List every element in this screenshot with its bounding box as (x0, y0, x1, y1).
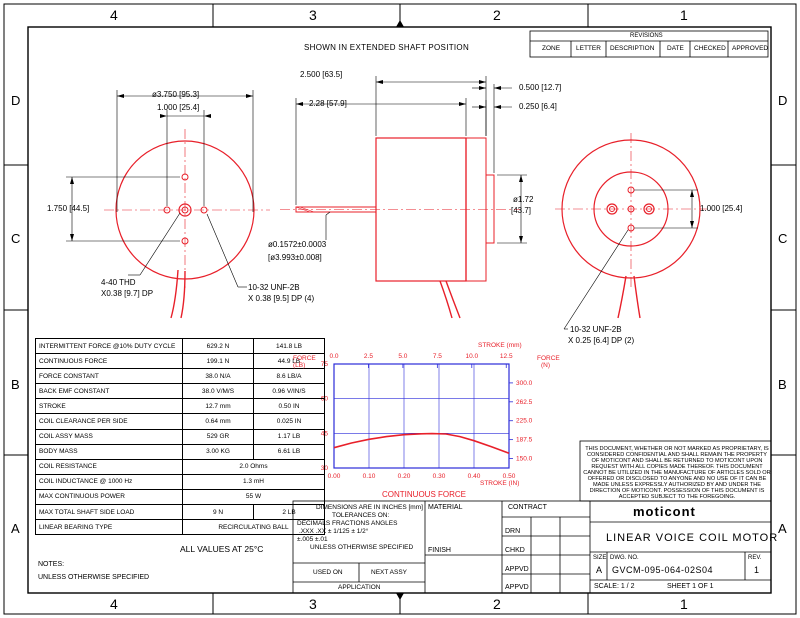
scale-text: SCALE: 1 / 2 (594, 583, 635, 590)
material-label: MATERIAL (428, 504, 463, 511)
dim-shaft-diameter-mm: [ø3.993±0.008] (268, 253, 322, 262)
note-thread-10-32-front: 10-32 UNF-2B (248, 283, 300, 292)
y-tick-label-right: 300.0 (516, 379, 533, 387)
spec-value-metric: 0.64 mm (183, 414, 254, 429)
spec-value-metric: 529 GR (183, 429, 254, 444)
x-tick-label-bottom: 0.30 (432, 473, 446, 480)
spec-label: BODY MASS (36, 444, 183, 459)
rev-header-date: DATE (667, 45, 684, 52)
spec-value-imperial: 2 LB (254, 505, 325, 520)
notes-text: UNLESS OTHERWISE SPECIFIED (38, 574, 150, 581)
row-label-b: B (11, 377, 20, 392)
column-label-4-bottom: 4 (110, 596, 118, 612)
spec-value-imperial: 44.9 LB (254, 354, 325, 369)
used-on-label: USED ON (313, 569, 343, 576)
specifications-table (35, 338, 325, 535)
appvd-label-1: APPVD (505, 566, 529, 573)
x-tick-label-top: 5.0 (398, 353, 408, 360)
rev-header-approved: APPROVED (732, 45, 769, 52)
spec-value-metric: 629.2 N (183, 339, 254, 354)
drn-label: DRN (505, 528, 521, 535)
column-label-1-bottom: 1 (680, 596, 688, 612)
spec-row (36, 489, 325, 504)
drawing-title: LINEAR VOICE COIL MOTOR (606, 532, 779, 544)
application-label: APPLICATION (338, 584, 381, 591)
spec-value-imperial: 0.96 V/IN/S (254, 384, 325, 399)
spec-row (36, 429, 325, 444)
size-value: A (596, 565, 603, 575)
x-tick-label-bottom: 0.10 (362, 473, 376, 480)
dim-boss-length: 0.500 [12.7] (519, 83, 562, 92)
spec-label: COIL CLEARANCE PER SIDE (36, 414, 183, 429)
spec-label: COIL ASSY MASS (36, 429, 183, 444)
dim-front-diameter: ø3.750 [95.3] (152, 90, 200, 99)
spec-value-imperial: 0.025 IN (254, 414, 325, 429)
x-tick-label-bottom: 0.00 (327, 473, 341, 480)
spec-row (36, 414, 325, 429)
spec-label: MAX TOTAL SHAFT SIDE LOAD (36, 505, 183, 520)
dim-boss-step: 0.250 [6.4] (519, 102, 557, 111)
chart-frame (334, 364, 509, 468)
spec-value-imperial: 141.8 LB (254, 339, 325, 354)
note-thread-10-32-front-depth: X 0.38 [9.5] DP (4) (248, 294, 315, 303)
x-tick-label-top: 12.5 (499, 353, 513, 360)
spec-value: 55 W (183, 489, 325, 504)
column-label-3: 3 (309, 7, 317, 23)
spec-value-metric: 3.00 KG (183, 444, 254, 459)
chkd-label: CHKD (505, 547, 525, 554)
row-label-a-right: A (778, 521, 787, 536)
chart-title: CONTINUOUS FORCE (382, 490, 466, 499)
column-label-2-bottom: 2 (493, 596, 501, 612)
spec-value-imperial: 0.50 IN (254, 399, 325, 414)
dim-boss-diameter: ø1.72 (513, 195, 534, 204)
x-tick-label-top: 10.0 (465, 353, 479, 360)
row-label-a: A (11, 521, 20, 536)
spec-label: CONTINUOUS FORCE (36, 354, 183, 369)
spec-value: 1.3 mH (183, 474, 325, 489)
x-tick-label-bottom: 0.40 (467, 473, 481, 480)
tol-line-1: DIMENSIONS ARE IN INCHES [mm] (316, 504, 423, 511)
contract-label: CONTRACT (508, 504, 547, 511)
revisions-title: REVISIONS (630, 33, 663, 39)
tol-line-3: DECIMALS FRACTIONS ANGLES (297, 520, 398, 527)
tol-line-5: ±.005 ±.01 (297, 536, 328, 543)
note-thread-4-40: 4-40 THD (101, 278, 136, 287)
spec-row (36, 505, 325, 520)
row-label-b-right: B (778, 377, 787, 392)
x-tick-label-top: 2.5 (363, 353, 373, 360)
y-tick-label-left: 75 (320, 361, 328, 368)
row-label-d: D (11, 93, 21, 108)
spec-label: STROKE (36, 399, 183, 414)
dim-front-height: 1.750 [44.5] (47, 204, 90, 213)
spec-value-imperial: 8.6 LB/A (254, 369, 325, 384)
spec-value-imperial: 1.17 LB (254, 429, 325, 444)
note-thread-10-32-rear-depth: X 0.25 [6.4] DP (2) (568, 336, 635, 345)
spec-row (36, 444, 325, 459)
spec-row (36, 459, 325, 474)
rev-header-description: DESCRIPTION (610, 45, 655, 52)
all-values-note: ALL VALUES AT 25°C (180, 544, 264, 554)
y-tick-label-right: 225.0 (516, 417, 533, 425)
dwg-no-label: DWG. NO. (610, 555, 639, 561)
sheet-text: SHEET 1 OF 1 (667, 583, 714, 590)
column-label-1: 1 (680, 7, 688, 23)
spec-value-metric: 38.0 N/A (183, 369, 254, 384)
rev-value: 1 (754, 565, 760, 575)
spec-row (36, 399, 325, 414)
spec-label: COIL INDUCTANCE @ 1000 Hz (36, 474, 183, 489)
x-tick-label-top: 0.0 (329, 353, 339, 360)
x-tick-label-bottom: 0.20 (397, 473, 411, 480)
spec-label: BACK EMF CONSTANT (36, 384, 183, 399)
spec-label: INTERMITTENT FORCE @10% DUTY CYCLE (36, 339, 183, 354)
spec-value-metric: 12.7 mm (183, 399, 254, 414)
column-label-3-bottom: 3 (309, 596, 317, 612)
x-tick-label-top: 7.5 (432, 353, 442, 360)
spec-row (36, 339, 325, 354)
spec-value-metric: 38.0 V/M/S (183, 384, 254, 399)
tol-line-4: .XXX .XX ± 1/125 ± 1/2° (299, 528, 369, 535)
chart-ylabel-left-unit: (LB) (293, 362, 306, 369)
column-label-4: 4 (110, 7, 118, 23)
y-tick-label-right: 262.5 (516, 398, 533, 406)
spec-label: MAX CONTINUOUS POWER (36, 489, 183, 504)
spec-row (36, 474, 325, 489)
chart-xlabel-bottom: STROKE (IN) (480, 480, 520, 487)
row-label-d-right: D (778, 93, 788, 108)
spec-value-metric: 9 N (183, 505, 254, 520)
finish-label: FINISH (428, 547, 451, 554)
dim-rear-bolt-spacing: 1.000 [25.4] (700, 204, 743, 213)
dwg-no-value: GVCM-095-064-02S04 (612, 565, 714, 575)
dim-overall-length: 2.500 [63.5] (300, 70, 343, 79)
chart-xlabel-top: STROKE (mm) (478, 342, 522, 349)
row-label-c-right: C (778, 231, 788, 246)
spec-value: RECIRCULATING BALL (183, 520, 325, 535)
next-assy-label: NEXT ASSY (371, 569, 408, 576)
view-caption: SHOWN IN EXTENDED SHAFT POSITION (304, 43, 470, 52)
company-logo: moticont (633, 504, 696, 519)
proprietary-notice: THIS DOCUMENT, WHETHER OR NOT MARKED AS PROPRIETARY, IS CONSIDERED CONFIDENTIAL AND SHALL REMAIN THE PROPERTY OF MOTICONT AND SHALL BE RETURNED TO MOTICONT UPON REQUEST WITH ALL COPIES MADE THEREOF. THIS DOCUMENT CANNOT BE UTILIZED IN THE MANUFACTURE OF ARTICLES SOLD OR OFFERED OR DISCLOSED TO ANYONE AND NO USE OF IT CAN BE MADE UNLESS EXPRESSLY AUTHORIZED BY AND UNDER THE DIRECTION OF MOTICONT. POSSESSION OF THIS DOCUMENT IS ACCEPTED SUBJECT TO THE FOREGOING. (583, 446, 771, 500)
y-tick-label-left: 45 (320, 430, 328, 438)
dim-boss-diameter-mm: [43.7] (511, 206, 532, 215)
rev-label: REV. (748, 555, 762, 561)
spec-value-metric: 199.1 N (183, 354, 254, 369)
y-tick-label-left: 30 (320, 465, 328, 472)
spec-row (36, 354, 325, 369)
notes-title: NOTES: (38, 561, 65, 568)
size-label: SIZE (593, 555, 607, 561)
column-label-2: 2 (493, 7, 501, 23)
appvd-label-2: APPVD (505, 584, 529, 591)
spec-row (36, 369, 325, 384)
chart-ylabel-right-unit: (N) (541, 362, 551, 369)
spec-row (36, 520, 325, 535)
plot-area (334, 364, 509, 468)
spec-label: LINEAR BEARING TYPE (36, 520, 183, 535)
chart-ylabel-right: FORCE (537, 355, 560, 362)
rev-header-zone: ZONE (542, 45, 561, 52)
spec-label: FORCE CONSTANT (36, 369, 183, 384)
spec-row (36, 384, 325, 399)
x-tick-label-bottom: 0.50 (502, 473, 516, 480)
tol-line-6: UNLESS OTHERWISE SPECIFIED (310, 544, 414, 551)
y-tick-label-right: 187.5 (516, 436, 533, 444)
dim-shaft-extension: 2.28 [57.9] (309, 99, 347, 108)
dim-front-bolt-spacing: 1.000 [25.4] (157, 103, 200, 112)
spec-label: COIL RESISTANCE (36, 459, 183, 474)
tol-line-2: TOLERANCES ON: (332, 512, 390, 519)
note-thread-10-32-rear: 10-32 UNF-2B (570, 325, 622, 334)
rev-header-checked: CHECKED (694, 45, 726, 52)
spec-value-imperial: 6.61 LB (254, 444, 325, 459)
row-label-c: C (11, 231, 21, 246)
y-tick-label-right: 150.0 (516, 455, 533, 463)
spec-value: 2.0 Ohms (183, 459, 325, 474)
dim-shaft-diameter: ø0.1572±0.0003 (268, 240, 327, 249)
note-thread-4-40-depth: X0.38 [9.7] DP (101, 289, 154, 298)
rev-header-letter: LETTER (576, 45, 601, 52)
chart-ylabel-left: FORCE (293, 355, 316, 362)
y-tick-label-left: 60 (320, 395, 328, 403)
